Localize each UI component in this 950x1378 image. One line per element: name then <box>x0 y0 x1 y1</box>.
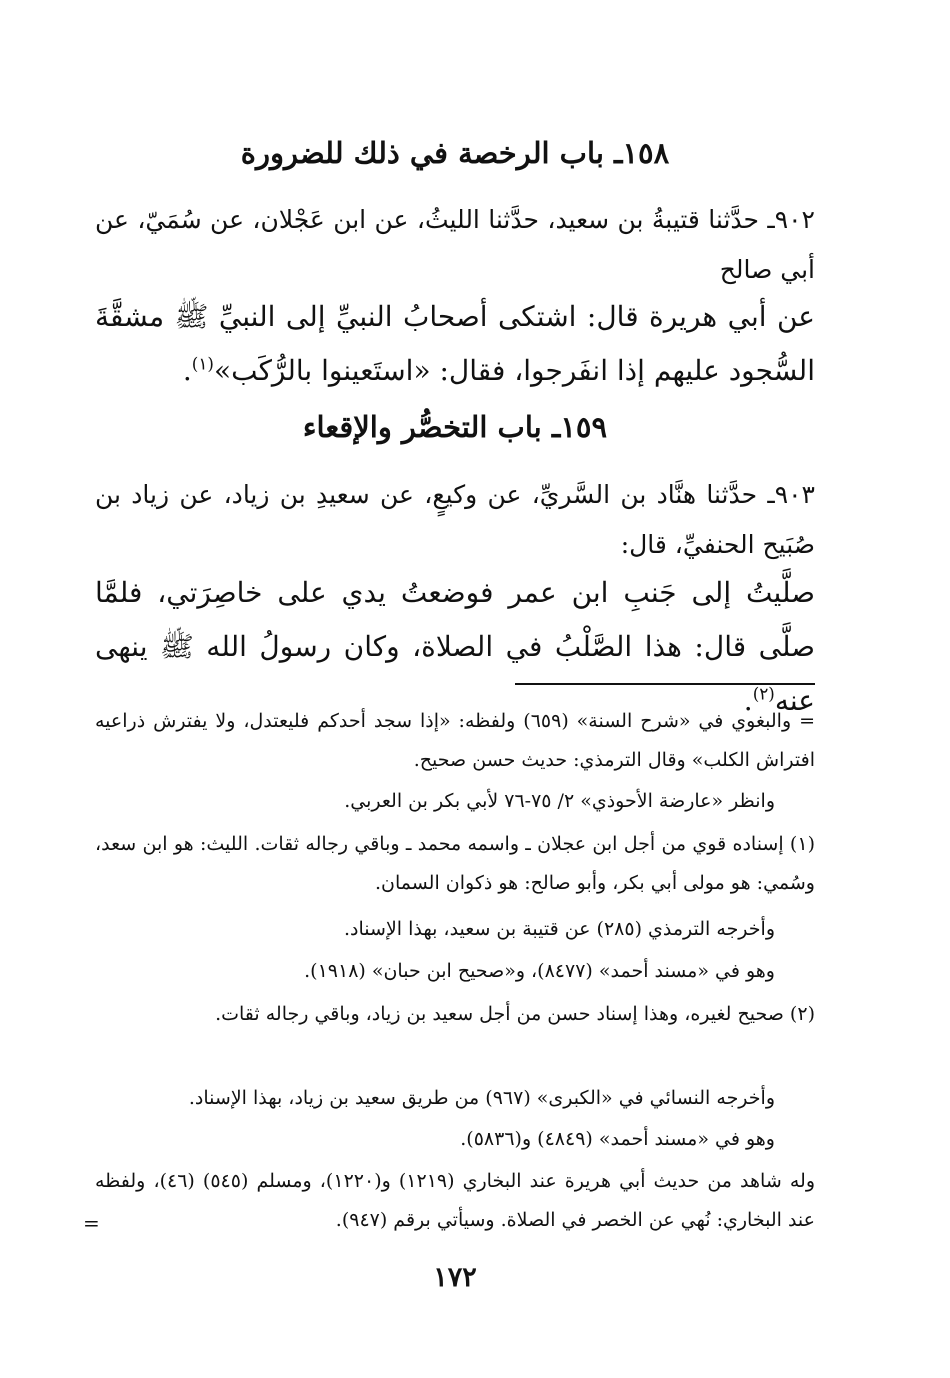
chapter-heading-158: ١٥٨ـ باب الرخصة في ذلك للضرورة <box>240 136 670 170</box>
continuation-mark: = <box>83 1211 100 1235</box>
hadith-903-end: . <box>743 684 753 717</box>
footnote-ref-1: (١) <box>191 353 214 374</box>
chapter-heading-159: ١٥٩ـ باب التخصُّر والإقعاء <box>302 410 608 444</box>
footnote-1: (١) إسناده قوي من أجل ابن عجلان ـ واسمه محمد ـ وباقي رجاله ثقات. الليث: هو ابن سعد، وسُمي: هو مولى أبي بكر، وأبو صالح: هو ذكوان السمان. <box>95 833 815 894</box>
footnote-2: (٢) صحيح لغيره، وهذا إسناد حسن من أجل سعيد بن زياد، وباقي رجاله ثقات. <box>215 1003 815 1025</box>
footnote-ref-2: (٢) <box>752 683 775 704</box>
book-page <box>83 0 816 1378</box>
hadith-903-isnad: ٩٠٣ـ حدَّثنا هنَّاد بن السَّريِّ، عن وكيعٍ، عن سعيدِ بن زياد، عن زياد بن صُبَيح الحنفيِّ، قال: <box>95 480 815 559</box>
footnote-1-musnad: وهو في «مسند أحمد» (٨٤٧٧)، و«صحيح ابن حبان» (١٩١٨). <box>304 960 775 982</box>
hadith-902-matn <box>95 290 815 398</box>
hadith-902-end: . <box>182 354 192 387</box>
hadith-902-text: عن أبي هريرة قال: اشتكى أصحابُ النبيِّ إلى النبيِّ ﷺ مشقَّةَ السُّجود عليهم إذا انفَرجوا، فقال: «استَعينوا بالرُّكَب» <box>95 300 816 387</box>
hadith-902-isnad: ٩٠٢ـ حدَّثنا قتيبةُ بن سعيد، حدَّثنا الليثُ، عن ابن عَجْلان، عن سُمَيّ، عن أبي صالح <box>95 205 815 284</box>
footnote-1-takhrij: وأخرجه الترمذي (٢٨٥) عن قتيبة بن سعيد، بهذا الإسناد. <box>344 918 775 940</box>
footnote-separator <box>515 683 815 685</box>
footnote-continuation: = والبغوي في «شرح السنة» (٦٥٩) ولفظه: «إذا سجد أحدكم فليعتدل، ولا يفترش ذراعيه افتراش الكلب» وقال الترمذي: حديث حسن صحيح. <box>95 710 816 771</box>
hadith-903-text: صلَّيتُ إلى جَنبِ ابن عمر فوضعتُ يدي على خاصِرَتي، فلمَّا صلَّى قال: هذا الصَّلْبُ في الصلاة، وكان رسولُ الله ﷺ ينهى عنه <box>95 576 815 717</box>
footnote-2-shahid: وله شاهد من حديث أبي هريرة عند البخاري (١٢١٩) و(١٢٢٠)، ومسلم (٥٤٥) (٤٦)، ولفظه عند البخاري: نُهي عن الخصر في الصلاة. وسيأتي برقم (٩٤٧). <box>95 1170 815 1231</box>
page-number: ١٧٢ <box>433 1262 477 1293</box>
footnote-reference-line: وانظر «عارضة الأحوذي» ٢/ ٧٥-٧٦ لأبي بكر بن العربي. <box>344 790 775 812</box>
footnote-2-musnad: وهو في «مسند أحمد» (٤٨٤٩) و(٥٨٣٦). <box>460 1128 775 1150</box>
footnote-2-takhrij: وأخرجه النسائي في «الكبرى» (٩٦٧) من طريق سعيد بن زياد، بهذا الإسناد. <box>188 1087 775 1109</box>
